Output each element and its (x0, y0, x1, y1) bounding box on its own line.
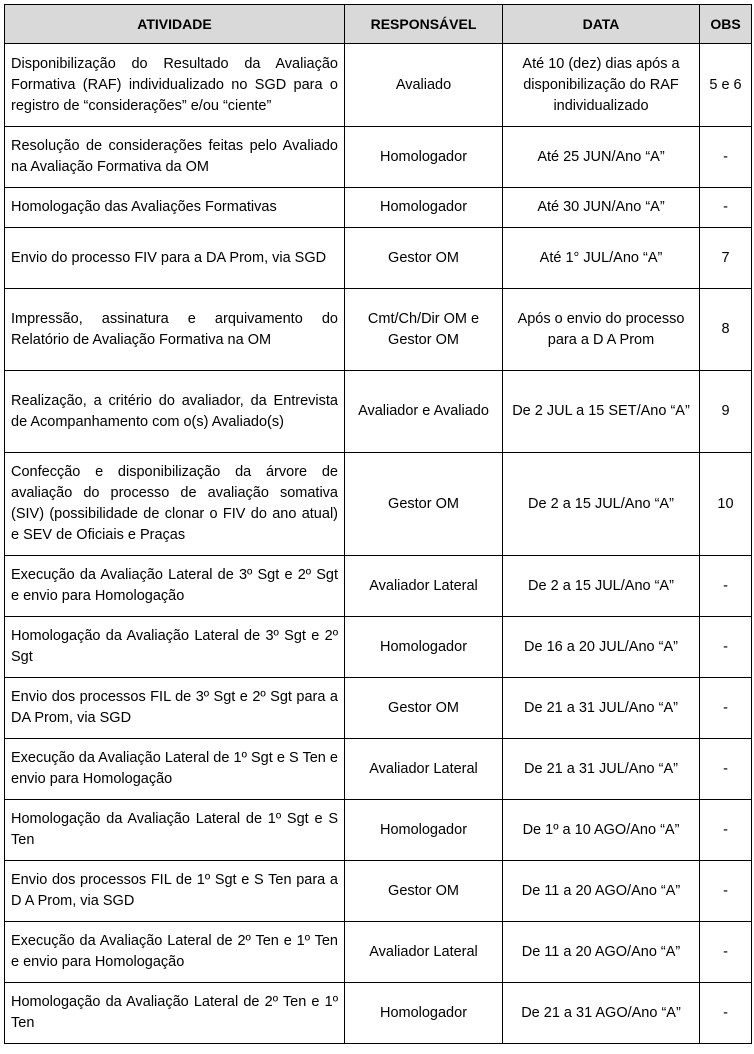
activity-cell: Confecção e disponibilização da árvore de avaliação do processo de avaliação somativa (SIV) (possibilidade de clonar o FIV do ano atual) e SEV de Oficiais e Praças (5, 453, 345, 556)
date-cell: De 11 a 20 AGO/Ano “A” (503, 922, 700, 983)
date-cell: Até 30 JUN/Ano “A” (503, 188, 700, 228)
activity-cell: Realização, a critério do avaliador, da Entrevista de Acompanhamento com o(s) Avaliado(s) (5, 371, 345, 453)
activity-cell: Impressão, assinatura e arquivamento do Relatório de Avaliação Formativa na OM (5, 289, 345, 371)
obs-cell: - (700, 617, 752, 678)
table-row (5, 453, 752, 556)
table-row (5, 556, 752, 617)
table-row (5, 44, 752, 127)
date-cell: Até 10 (dez) dias após a disponibilização do RAF individualizado (503, 44, 700, 127)
responsible-cell: Homologador (345, 127, 503, 188)
responsible-cell: Homologador (345, 983, 503, 1044)
table-row (5, 983, 752, 1044)
header-responsible: RESPONSÁVEL (345, 5, 503, 44)
obs-cell: - (700, 188, 752, 228)
activity-cell: Homologação da Avaliação Lateral de 2º Ten e 1º Ten (5, 983, 345, 1044)
activity-cell: Execução da Avaliação Lateral de 2º Ten e 1º Ten e envio para Homologação (5, 922, 345, 983)
header-date: DATA (503, 5, 700, 44)
table-row (5, 617, 752, 678)
header-activity: ATIVIDADE (5, 5, 345, 44)
obs-cell: - (700, 922, 752, 983)
obs-cell: 7 (700, 228, 752, 289)
activity-cell: Homologação da Avaliação Lateral de 3º Sgt e 2º Sgt (5, 617, 345, 678)
activity-cell: Resolução de considerações feitas pelo Avaliado na Avaliação Formativa da OM (5, 127, 345, 188)
activity-cell: Homologação da Avaliação Lateral de 1º Sgt e S Ten (5, 800, 345, 861)
obs-cell: 5 e 6 (700, 44, 752, 127)
responsible-cell: Gestor OM (345, 453, 503, 556)
obs-cell: - (700, 556, 752, 617)
activity-cell: Homologação das Avaliações Formativas (5, 188, 345, 228)
activity-cell: Execução da Avaliação Lateral de 1º Sgt e S Ten e envio para Homologação (5, 739, 345, 800)
obs-cell: - (700, 800, 752, 861)
date-cell: De 21 a 31 JUL/Ano “A” (503, 739, 700, 800)
date-cell: Até 1° JUL/Ano “A” (503, 228, 700, 289)
date-cell: De 21 a 31 JUL/Ano “A” (503, 678, 700, 739)
responsible-cell: Avaliador Lateral (345, 556, 503, 617)
date-cell: De 11 a 20 AGO/Ano “A” (503, 861, 700, 922)
table-header-row (5, 5, 752, 44)
table-row (5, 188, 752, 228)
activity-cell: Envio do processo FIV para a DA Prom, via SGD (5, 228, 345, 289)
responsible-cell: Homologador (345, 617, 503, 678)
responsible-cell: Avaliado (345, 44, 503, 127)
table-row (5, 800, 752, 861)
responsible-cell: Avaliador Lateral (345, 739, 503, 800)
activity-cell: Execução da Avaliação Lateral de 3º Sgt e 2º Sgt e envio para Homologação (5, 556, 345, 617)
obs-cell: - (700, 678, 752, 739)
header-obs: OBS (700, 5, 752, 44)
obs-cell: - (700, 127, 752, 188)
responsible-cell: Homologador (345, 800, 503, 861)
table-row (5, 127, 752, 188)
obs-cell: 9 (700, 371, 752, 453)
date-cell: De 2 a 15 JUL/Ano “A” (503, 556, 700, 617)
date-cell: De 2 a 15 JUL/Ano “A” (503, 453, 700, 556)
responsible-cell: Avaliador e Avaliado (345, 371, 503, 453)
date-cell: De 2 JUL a 15 SET/Ano “A” (503, 371, 700, 453)
date-cell: De 1º a 10 AGO/Ano “A” (503, 800, 700, 861)
table-row (5, 371, 752, 453)
table-row (5, 228, 752, 289)
table-row (5, 678, 752, 739)
activity-cell: Envio dos processos FIL de 1º Sgt e S Ten para a D A Prom, via SGD (5, 861, 345, 922)
table-row (5, 739, 752, 800)
table-row (5, 861, 752, 922)
responsible-cell: Gestor OM (345, 678, 503, 739)
date-cell: Até 25 JUN/Ano “A” (503, 127, 700, 188)
responsible-cell: Avaliador Lateral (345, 922, 503, 983)
activity-cell: Disponibilização do Resultado da Avaliação Formativa (RAF) individualizado no SGD para o registro de “considerações” e/ou “ciente” (5, 44, 345, 127)
obs-cell: 8 (700, 289, 752, 371)
date-cell: De 16 a 20 JUL/Ano “A” (503, 617, 700, 678)
table-row (5, 922, 752, 983)
date-cell: Após o envio do processo para a D A Prom (503, 289, 700, 371)
responsible-cell: Cmt/Ch/Dir OM e Gestor OM (345, 289, 503, 371)
schedule-table (4, 4, 752, 1044)
responsible-cell: Homologador (345, 188, 503, 228)
responsible-cell: Gestor OM (345, 228, 503, 289)
date-cell: De 21 a 31 AGO/Ano “A” (503, 983, 700, 1044)
table-row (5, 289, 752, 371)
obs-cell: - (700, 983, 752, 1044)
obs-cell: - (700, 739, 752, 800)
activity-cell: Envio dos processos FIL de 3º Sgt e 2º Sgt para a DA Prom, via SGD (5, 678, 345, 739)
obs-cell: 10 (700, 453, 752, 556)
responsible-cell: Gestor OM (345, 861, 503, 922)
obs-cell: - (700, 861, 752, 922)
